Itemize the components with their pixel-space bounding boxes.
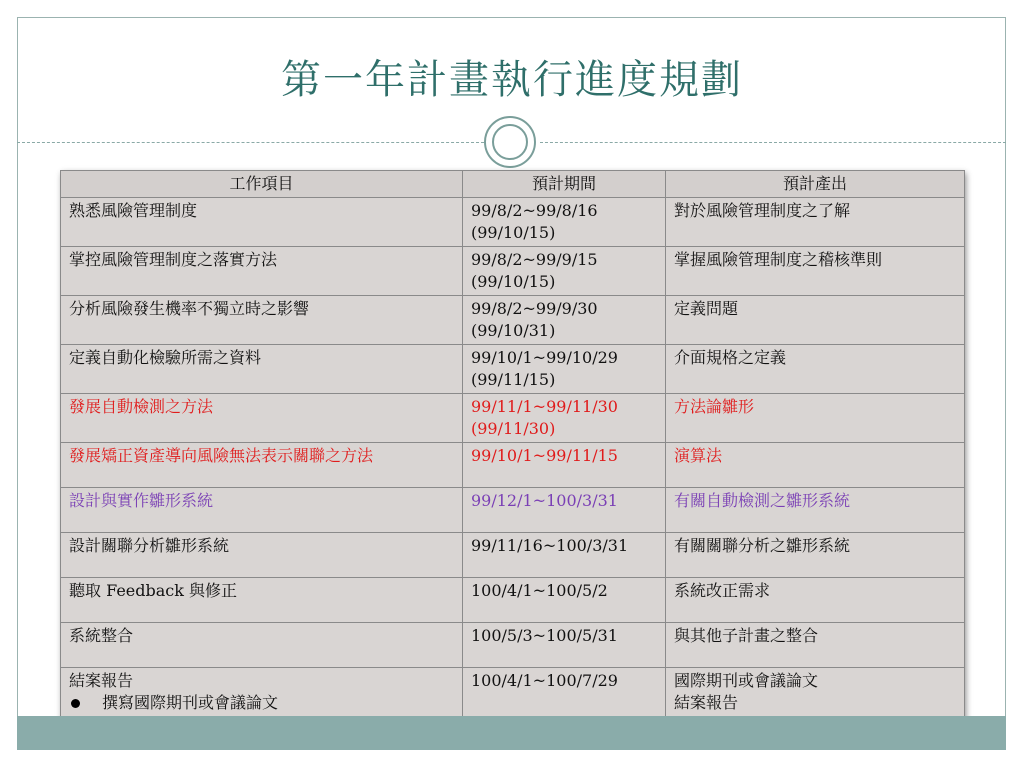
- divider-right: [540, 142, 1006, 143]
- final-report-title: 結案報告: [69, 671, 134, 690]
- divider-left: [17, 142, 484, 143]
- cell-period: 99/8/2~99/9/15 (99/10/15): [463, 247, 666, 296]
- cell-period: 100/4/1~100/5/2: [463, 578, 666, 623]
- cell-work-item: 分析風險發生機率不獨立時之影響: [61, 296, 463, 345]
- table-row: [61, 198, 965, 247]
- cell-work-item: 掌控風險管理制度之落實方法: [61, 247, 463, 296]
- cell-period: 99/8/2~99/8/16 (99/10/15): [463, 198, 666, 247]
- header-work-item: 工作項目: [61, 171, 463, 198]
- cell-period: 99/11/16~100/3/31: [463, 533, 666, 578]
- table-row: [61, 296, 965, 345]
- bullet-item: 撰寫國際期刊或會議論文: [69, 692, 454, 714]
- cell-period: 99/12/1~100/3/31: [463, 488, 666, 533]
- circle-ornament-icon: [484, 116, 536, 168]
- table-row: [61, 533, 965, 578]
- cell-period: 100/5/3~100/5/31: [463, 623, 666, 668]
- cell-work-item: 系統整合: [61, 623, 463, 668]
- cell-output: 系統改正需求: [666, 578, 965, 623]
- cell-period: 99/8/2~99/9/30 (99/10/31): [463, 296, 666, 345]
- bullet-icon: [71, 699, 80, 708]
- table-row: [61, 578, 965, 623]
- cell-work-item: 設計關聯分析雛形系統: [61, 533, 463, 578]
- cell-output: 定義問題: [666, 296, 965, 345]
- header-period: 預計期間: [463, 171, 666, 198]
- cell-work-item: 定義自動化檢驗所需之資料: [61, 345, 463, 394]
- cell-work-item: 發展矯正資產導向風險無法表示關聯之方法: [61, 443, 463, 488]
- table-row: [61, 443, 965, 488]
- cell-output: 國際期刊或會議論文 結案報告: [666, 668, 965, 739]
- footer-accent-bar: [17, 716, 1006, 750]
- schedule-table: [60, 170, 964, 739]
- table-row: [61, 394, 965, 443]
- cell-period: 100/4/1~100/7/29: [463, 668, 666, 739]
- cell-output: 演算法: [666, 443, 965, 488]
- cell-output: 方法論雛形: [666, 394, 965, 443]
- table-row: [61, 623, 965, 668]
- cell-output: 有關關聯分析之雛形系統: [666, 533, 965, 578]
- cell-output: 與其他子計畫之整合: [666, 623, 965, 668]
- slide-title: 第一年計畫執行進度規劃: [281, 57, 743, 103]
- table-row: [61, 488, 965, 533]
- cell-work-item: 發展自動檢測之方法: [61, 394, 463, 443]
- cell-output: 對於風險管理制度之了解: [666, 198, 965, 247]
- cell-output: 掌握風險管理制度之稽核準則: [666, 247, 965, 296]
- header-output: 預計產出: [666, 171, 965, 198]
- cell-period: 99/10/1~99/10/29 (99/11/15): [463, 345, 666, 394]
- cell-period: 99/11/1~99/11/30 (99/11/30): [463, 394, 666, 443]
- cell-period: 99/10/1~99/11/15: [463, 443, 666, 488]
- cell-output: 有關自動檢測之雛形系統: [666, 488, 965, 533]
- cell-work-item: 熟悉風險管理制度: [61, 198, 463, 247]
- table-row: [61, 345, 965, 394]
- cell-work-item: 聽取 Feedback 與修正: [61, 578, 463, 623]
- cell-work-item: 設計與實作雛形系統: [61, 488, 463, 533]
- table-header-row: [61, 171, 965, 198]
- cell-output: 介面規格之定義: [666, 345, 965, 394]
- table-row: [61, 247, 965, 296]
